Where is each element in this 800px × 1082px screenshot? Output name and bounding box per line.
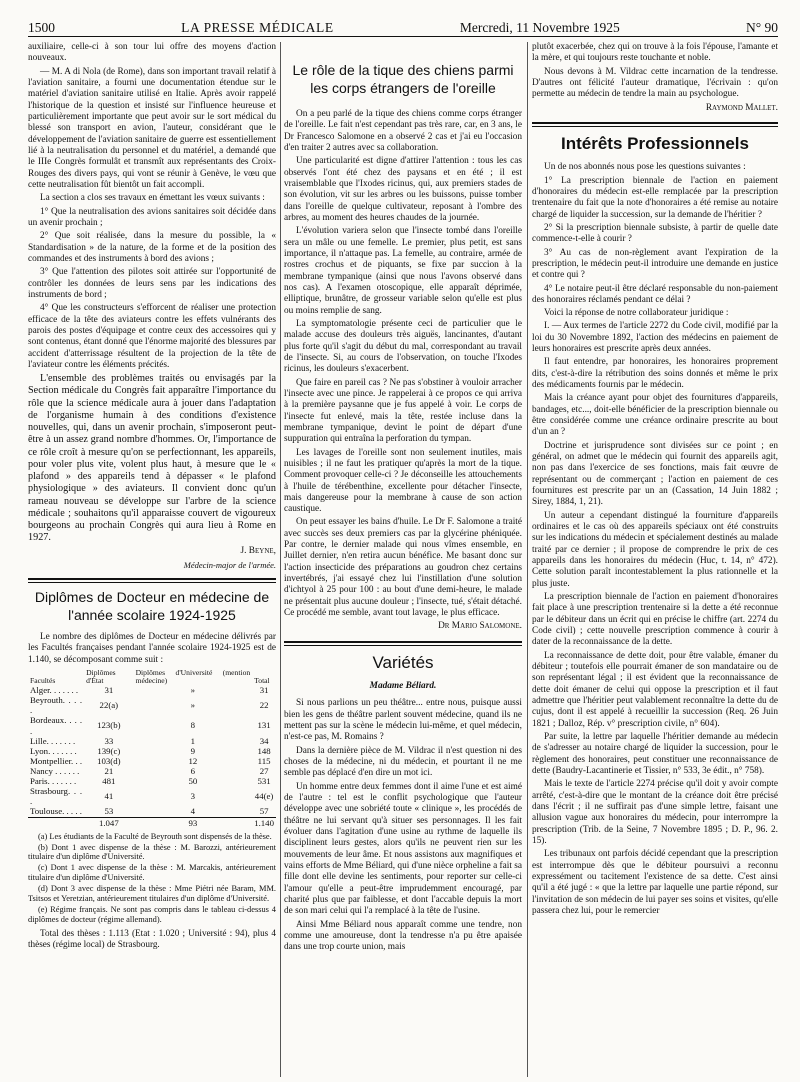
table-cell: 44(e) [254, 791, 274, 802]
table-cell: » [190, 700, 196, 711]
table-cell: 1.047 [84, 817, 133, 828]
table-row [28, 695, 276, 715]
table-cell: 131 [257, 720, 271, 731]
table-cell: Beyrouth. . . . . [30, 695, 83, 716]
paragraph: La section a clos ses travaux en émettant les vœux suivants : [40, 193, 265, 204]
table-row [28, 685, 276, 695]
table-row [28, 776, 276, 786]
table-cell: Toulouse. . . . . [30, 806, 82, 817]
table-cell: 31 [259, 685, 269, 696]
footnote: (e) Régime français. Ne sont pas compris dans le tableau ci-dessus 4 diplômes de docteur (régime allemand). [28, 904, 276, 924]
section-title-varietes: Variétés [372, 652, 434, 672]
table-body [28, 685, 276, 817]
table-cell: 22(a) [99, 700, 119, 711]
paragraph: Mais la créance ayant pour objet des fournitures d'appareils, bandages, etc..., doit-elle bénéficier de la prescription biennale ou être considérée comme une créance ordinaire prescrite au bout d'un an ? [532, 393, 778, 438]
table-cell: 103(d) [97, 755, 121, 766]
paragraph: 1° Que la neutralisation des avions sanitaires soit décidée dans un avenir prochain ; [28, 206, 276, 228]
table-cell: 31 [104, 685, 114, 696]
table-cell: 22 [259, 700, 269, 711]
table-cell: Nancy . . . . . . [30, 765, 80, 776]
paragraph: Total des thèses : 1.113 (Etat : 1.020 ; Université : 94), plus 4 thèses (régime local) de Strasbourg. [28, 927, 276, 949]
paragraph: Un de nos abonnés nous pose les questions suivantes : [544, 162, 746, 173]
table-cell: 3 [190, 791, 196, 802]
table-cell: 9 [190, 745, 196, 756]
paragraph: L'évolution variera selon que l'insecte tombé dans l'oreille sera un mâle ou une femelle. Le premier, plus petit, est sans importance, il n'attaque pas. La femelle, au contraire, armée de rostres crochus et de piquants, se fixe par succion à la membrane tympanique (ainsi que nous l'avons observé dans nos cas). A l'examen otoscopique, elle apparaît déprimée, elliptique, brunâtre, de grosseur variable selon qu'elle est plus ou moins remplie de sang. [284, 226, 522, 316]
paragraph: Que faire en pareil cas ? Ne pas s'obstiner à vouloir arracher l'insecte avec une pince. Je rappelerai à ce propos ce qui arriva à la première paysanne que je fus appelé à voir. Le corps de l'insecte fut enlevé, mais la tête, restée incluse dans la membrane tympanique, devint le point de départ d'une suppuration qui entraîna la perforation du tympan. [284, 377, 522, 445]
author-signature: Dr Mario Salomone. [438, 621, 522, 632]
author-title: Médecin-major de l'armée. [183, 559, 276, 570]
section-rule [284, 641, 522, 646]
issue-date: Mercredi, 11 Novembre 1925 [459, 20, 620, 35]
table-row [28, 806, 276, 817]
paragraph: 2° Que soit réalisée, dans la mesure du possible, la « Standardisation » de la nature, de la forme et de la position des commandes et des instruments à bord des avions ; [28, 231, 276, 264]
table-cell: 4 [190, 806, 196, 817]
paragraph: Nous devons à M. Vildrac cette incarnation de la tendresse. D'autres ont félicité l'auteur dramatique, l'écrivain : qu'on permette au médecin de tendre la main au psychologue. [532, 66, 778, 100]
table-cell: 148 [257, 745, 271, 756]
diplomes-table [28, 669, 276, 827]
table-row [28, 766, 276, 776]
issue-number: N° 90 [745, 20, 778, 35]
table-cell: 139(c) [97, 745, 121, 756]
footnote: (b) Dont 1 avec dispense de la thèse : M. Barozzi, antérieurement titulaire d'un diplôme d'Université. [28, 842, 276, 862]
column-divider [280, 42, 281, 1077]
table-cell [28, 817, 84, 828]
column-header: Diplômes d'Université (mention médecine) [135, 668, 251, 686]
column-2 [284, 42, 522, 1077]
paragraph: Mais le texte de l'article 2274 précise qu'il doit y avoir compte arrêté, c'est-à-dire que le montant de la créance doit être précisé dans l'écrit ; il ne suffirait pas d'une simple lettre, faisant une allusion vague aux honoraires du médecin, pour interrompre la prescription (Trib. de la Seine, 7 Novembre 1895 ; D. P., 96. 2. 15). [532, 779, 778, 846]
table-cell: 8 [190, 720, 196, 731]
paragraph: Une particularité est digne d'attirer l'attention : tous les cas observés l'ont été chez des paysans et en été ; il est vraisemblable que l'Ixodes ricinus, qui, aux premiers stades de son évolution, vit sur les arbres ou les buissons, puisse tomber dans l'oreille de quelque cultivateur, reposant à l'ombre des arbres, au moment des heures chaudes de la journée. [284, 156, 522, 223]
paragraph: Les tribunaux ont parfois décidé cependant que la prescription est interrompue dès que le débiteur poursuivi a reconnu expressément ou tacitement l'existence de sa dette. C'est ainsi qu'il a été jugé : « que la lettre par laquelle une partie répond, sur l'invitation de son médecin de lui payer ses soins et visites, qu'elle passera chez lui, pour le remercier [532, 849, 778, 916]
table-cell: 21 [104, 765, 114, 776]
table-total-row [28, 817, 276, 828]
paragraph: La reconnaissance de dette doit, pour être valable, émaner du débiteur ; toutefois elle pourrait émaner de son mandataire ou de son représentant légal ; il est évident que la reconnaissance de dette doit émaner de celui qui oppose la prescription et il faut admettre que l'héritier peut valablement reconnaître la dette du de cujus, dont il est appelé à recueillir la succession (Req. 26 Juin 1821 ; Dalloz, Rép. v° prescription civile, n° 604). [532, 650, 778, 729]
table-cell: 93 [134, 817, 253, 828]
table-row [28, 715, 276, 735]
table-cell: Paris. . . . . . . [30, 776, 77, 787]
table-cell: 57 [259, 806, 269, 817]
table-cell: Lyon. . . . . . . [30, 745, 77, 756]
paragraph: 4° Le notaire peut-il être déclaré responsable du non-paiement des honoraires réclamés pendant ce délai ? [532, 283, 778, 305]
paragraph: 4° Que les constructeurs s'efforcent de réaliser une protection efficace de la tête des aviateurs contre les effets vulnérants des parois des postes d'équipage et contre ceux des accessoires qui y sont contenus, étant donné que l'énorme majorité des blessures par accident d'atterrissage résultent de la projection de la tête de l'aviateur contre les éléments précités. [28, 303, 276, 370]
column-divider [527, 42, 528, 1077]
footnote: (d) Dont 3 avec dispense de la thèse : Mme Piétri née Baram, MM. Tsitsos et Yeretzian, antérieurement titulaires d'un diplôme d'Université. [28, 884, 276, 904]
table-cell: Montpellier. . . [30, 755, 83, 766]
table-cell: 41 [104, 791, 114, 802]
paragraph: 3° Que l'attention des pilotes soit attirée sur l'opportunité de contrôler les données de leurs sens par les indications des instruments de bord ; [28, 267, 276, 300]
column-header: Total [254, 676, 270, 686]
table-cell: Lille. . . . . . . [30, 735, 76, 746]
column-3 [532, 42, 778, 1077]
column-1 [28, 42, 276, 1077]
table-row [28, 756, 276, 766]
page-header [28, 14, 778, 37]
table-cell: 27 [259, 765, 269, 776]
table-row [28, 746, 276, 756]
paragraph: Les lavages de l'oreille sont non seulement inutiles, mais nuisibles ; il ne faut les pratiquer qu'après la mort de la tique. Comment provoquer celle-ci ? Je déconseille les attouchements à l'huile de térébenthine, excellente pour détacher l'insecte, mais dangereuse pour la membrane à cause de son action caustique. [284, 447, 522, 515]
paragraph: — M. A di Nola (de Rome), dans son important travail relatif à l'aviation sanitaire, a fourni une documentation étendue sur le matériel d'aviation sanitaire utilisé en Italie. Après avoir rappelé l'historique de la question et insisté sur l'influence heureuse et particulièrement importante que peut avoir sur le sort médical du blessé son transport en avion, l'auteur, considérant que le développement de l'aviation sanitaire de guerre est essentiellement lié à la neutralisation du personnel et du matériel, a demandé que le IIIe Congrès formulât et transmît aux représentants des Croix-Rouges des divers pays, qui vont se réunir à Genève, le vœu que cette neutralisation fût bientôt un fait accompli. [28, 66, 276, 190]
paragraph: Par suite, la lettre par laquelle l'héritier demande au médecin de s'adresser au notaire chargé de liquider la succession, pour le règlement des honoraires, peut constituer une reconnaissance de dette (Baudry-Lacantinerie et Tissier, n° 533, 3e édit., n° 758). [532, 731, 778, 776]
table-cell: » [190, 685, 196, 696]
paragraph: L'ensemble des problèmes traités ou envisagés par la Section médicale du Congrès fait apparaître l'importance du rôle que la science médicale aura à jouer dans l'adaptation de l'organisme humain à des conditions d'existence nouvelles, qui, dans un avenir prochain, s'imposeront peut-être à un assez grand nombre d'hommes. Or, l'importance de ce rôle croît à mesure qu'on se perfectionnant, les appareils, pour voler plus vite, volent plus haut, à mesure que le « plafond » des appareils tend à dépasser « le plafond physiologique » des aviateurs. Il convient donc qu'un rameau nouveau se développe sur l'arbre de la science médicale ; souhaitons qu'il apparaisse couvert de vigoureux bourgeons au prochain Congrès qui aura lieu à Rome en 1927. [28, 373, 276, 544]
paragraph: 2° Si la prescription biennale subsiste, à partir de quelle date commence-t-elle à courir ? [532, 222, 778, 245]
paragraph: 1° La prescription biennale de l'action en paiement d'honoraires du médecin est-elle remplacée par la prescription trentenaire du fait que la note d'honoraires a été remise au notaire chargé de liquider la succession, sur la demande de l'héritier ? [532, 175, 778, 220]
table-cell: 6 [190, 765, 196, 776]
table-cell: 50 [188, 776, 198, 787]
paragraph: Un homme entre deux femmes dont il aime l'une et est aimé de l'autre : tel est le conflit psychologique que l'auteur développe avec une sobriété toute « clinique », les procédés de théâtre ne lui servant qu'à situer ses personnages. Il les fait évoluer dans l'agitation d'une usine au rythme de laquelle ils disciplinent leurs gestes, alors qu'ils ne peuvent rien sur les mouvements de leur âme. Et nous assistons aux magnifiques et vains efforts de Mme Béliard, qui d'une nièce orpheline a fait sa fille dont elle devine les sentiments, pour reporter sur celle-ci l'amour qu'elle a peut-être imprudemment encouragé, par charité plus que par faiblesse, et dont l'accable depuis la mort de son mari celui qui l'a remplacé à la tête de l'usine. [284, 781, 522, 917]
column-header: Facultés [30, 676, 56, 686]
table-cell: 1.140 [252, 817, 276, 828]
table-row [28, 786, 276, 806]
paragraph: 3° Au cas de non-règlement avant l'expiration de la prescription, le médecin peut-il introduire une demande en justice et contre qui ? [532, 247, 778, 281]
paragraph: plutôt exacerbée, chez qui on trouve à la fois l'épouse, l'amante et la mère, et qui toujours reste touchante et noble. [532, 42, 778, 64]
paragraph: I. — Aux termes de l'article 2272 du Code civil, modifié par la loi du 30 Novembre 1892, l'action des médecins en paiement de leurs honoraires est prescrite après deux années. [532, 321, 778, 355]
table-cell: 33 [104, 735, 114, 746]
paragraph: Il faut entendre, par honoraires, les honoraires proprement dits, c'est-à-dire la rétribution des soins donnés et même le prix des médicaments fournis par le médecin. [532, 357, 778, 391]
paragraph: Un auteur a cependant distingué la fourniture d'appareils ordinaires et le cas où des appareils spéciaux ont été construits sur les indications du médecin et spécialement destinés au malade traité par ce dernier ; il propose de comprendre le prix de ces appareils dans les honoraires du médecin (Huc, t. 14, n° 472). Cette solution paraît incontestablement la plus rationnelle et la plus juste. [532, 510, 778, 589]
table-cell: 12 [188, 755, 198, 766]
section-rule [28, 578, 276, 583]
paragraph: On peut essayer les bains d'huile. Le Dr F. Salomone a traité avec succès ses deux premiers cas par la glycérine phéniquée. Par contre, le dernier malade qui nous vîmes ensemble, en Juillet dernier, n'en retira aucun bénéfice. Me basant donc sur l'action insecticide des préparations au goudron chez certains invertébrés, j'ai essayé chez lui l'instillation d'une solution d'ichtyol à 25 pour 100 : au bout d'une demi-heure, le malade ne présentait plus aucune douleur ; l'insecte, tué, s'était détaché. Ce procédé me semble, avant tout lavage, le plus efficace. [284, 517, 522, 619]
column-header: Diplômes d'État [86, 668, 116, 686]
paragraph: On a peu parlé de la tique des chiens comme corps étranger de l'oreille. Le fait n'est cependant pas très rare, car, en 3 ans, le Dr Francesco Salomone en a observé 2 cas et j'ai eu l'occasion d'en traiter 2 autres avec sa collaboration. [284, 109, 522, 153]
table-row [28, 736, 276, 746]
author-signature: Raymond Mallet. [705, 102, 778, 113]
table-cell: 123(b) [97, 720, 121, 731]
journal-title: LA PRESSE MÉDICALE [181, 20, 334, 35]
table-header-row [28, 669, 276, 685]
footnote: (c) Dont 1 avec dispense de la thèse : M. Marcakis, antérieurement titulaire d'un diplôme d'Université. [28, 863, 276, 883]
table-cell: Bordeaux. . . . . [30, 715, 83, 736]
section-title-interets: Intérêts Professionnels [560, 133, 749, 153]
paragraph: Dans la dernière pièce de M. Vildrac il n'est question ni des choses de la médecine, ni du médecin, et pourtant il ne me semble pas déplacé d'en dire un mot ici. [284, 745, 522, 779]
paragraph: La prescription biennale de l'action en paiement d'honoraires fait place à une prescription trentenaire si la dette a été reconnue par le débiteur dans un écrit qui en précise le chiffre (art. 2274 du Code civil) ; cette nouvelle prescription commence à courir à dater de la reconnaissance de la dette. [532, 592, 778, 648]
paragraph: Doctrine et jurisprudence sont divisées sur ce point ; en général, on admet que le médecin qui fournit des appareils agit, non pas dans l'exercice de ses fonctions, mais fait œuvre de représentant ou de commerçant ; l'action en paiement de ces fournitures est prescrite par un an (Cassation, 14 Juin 1882 ; Sirey, 1884, 1, 21). [532, 440, 778, 508]
footnote: (a) Les étudiants de la Faculté de Beyrouth sont dispensés de la thèse. [38, 831, 272, 841]
table-cell: 1 [190, 735, 196, 746]
paragraph: La symptomatologie présente ceci de particulier que le malade accuse des douleurs très aiguës, lancinantes, d'autant plus forte qu'il s'agit du début du mal, correspondant au travail de l'insecte. Si, au cours de l'observation, on touche l'Ixodes ricinus, les douleurs s'exacerbent. [284, 318, 522, 375]
table-cell: 531 [257, 776, 271, 787]
paragraph: Si nous parlions un peu théâtre... entre nous, puisque aussi bien les gens de théâtre parlent souvent médecine, quand ils ne mettent pas sur la scène le médecin lui-même, et quel médecin, n'est-ce pas, M. Romains ? [284, 698, 522, 743]
paragraph: Voici la réponse de notre collaborateur juridique : [544, 308, 729, 319]
article-subtitle: Madame Béliard. [369, 681, 437, 692]
table-cell: 115 [257, 755, 271, 766]
paragraph: Le nombre des diplômes de Docteur en médecine délivrés par les Facultés françaises pendant l'année scolaire 1924-1925 est de 1.140, se décomposant comme suit : [28, 632, 276, 665]
section-rule [532, 122, 778, 127]
section-title-diplomes: Diplômes de Docteur en médecine de l'année scolaire 1924-1925 [34, 589, 270, 623]
paragraph: Ainsi Mme Béliard nous apparaît comme une tendre, non comme une amoureuse, dont la tendresse n'a pu être apaisée dans une trop courte union, mais [284, 919, 522, 953]
table-cell: 53 [104, 806, 114, 817]
table-cell: Alger. . . . . . . [30, 685, 79, 696]
table-cell: 481 [102, 776, 116, 787]
section-title-tique: Le rôle de la tique des chiens parmi les corps étrangers de l'oreille [292, 62, 514, 96]
table-cell: 34 [259, 735, 269, 746]
paragraph: auxiliaire, celle-ci à son tour lui offre des moyens d'action nouveaux. [28, 42, 276, 64]
author-signature: J. Beyne, [240, 546, 276, 557]
page-number: 1500 [28, 20, 55, 35]
table-cell: Strasbourg. . . . [30, 786, 83, 807]
